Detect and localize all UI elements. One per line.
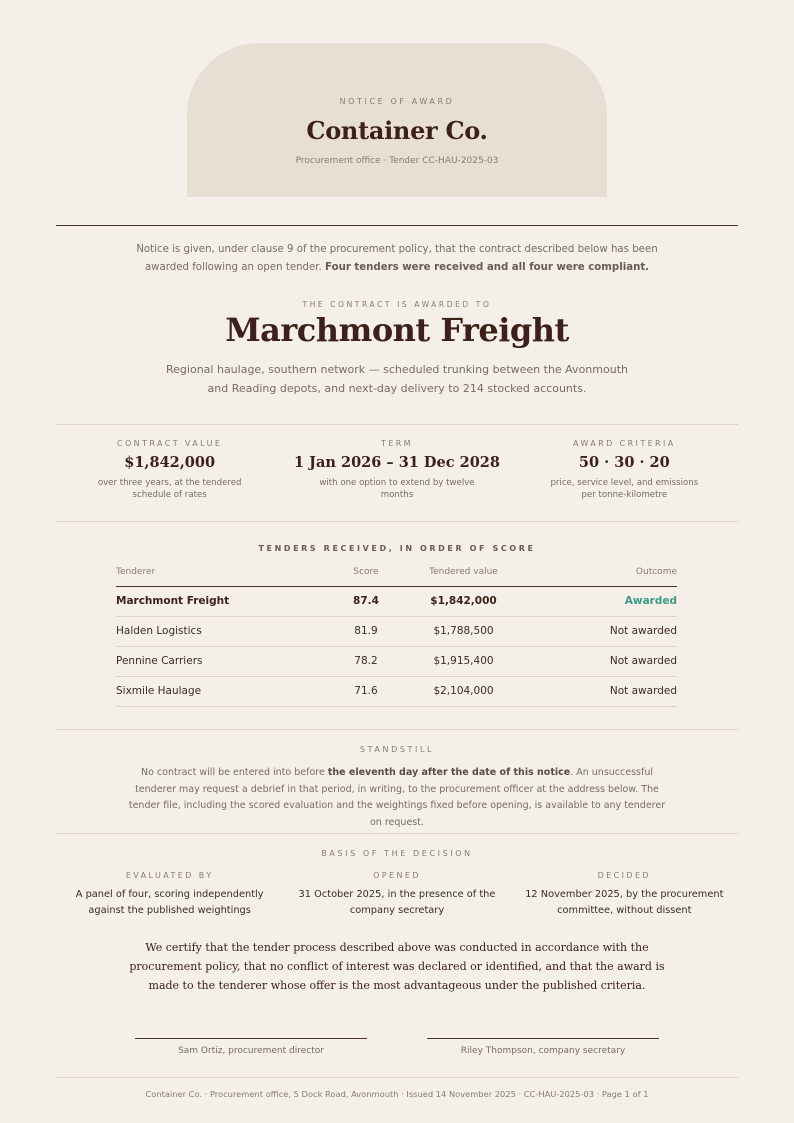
standstill-text: No contract will be entered into before: [140, 767, 328, 778]
tenderer-name: Sixmile Haulage: [116, 676, 331, 706]
signature-line: [135, 1038, 367, 1039]
standstill-paragraph: [126, 765, 668, 831]
tenders-table: [116, 564, 677, 707]
divider: [56, 521, 738, 522]
outcome: Not awarded: [526, 646, 677, 676]
tenderer-score: 71.6: [331, 676, 401, 706]
outcome: Not awarded: [526, 616, 677, 646]
intro-paragraph: [120, 241, 674, 277]
fact-note: price, service level, and emissions per tonne-kilometre: [550, 478, 699, 500]
fact-value: 1 Jan 2026 – 31 Dec 2028: [294, 454, 500, 471]
table-header-row: [116, 564, 677, 586]
fact-note: over three years, at the tendered schedule of rates: [97, 478, 242, 500]
standstill-emphasis: the eleventh day after the date of this notice: [327, 767, 571, 778]
awardee-name: Marchmont Freight: [225, 311, 569, 349]
contract-facts: [56, 439, 738, 501]
column-header-tenderer: Tenderer: [116, 564, 331, 586]
table-row: [116, 646, 677, 676]
tenderer-score: 87.4: [331, 586, 401, 616]
organisation-name: Container Co.: [306, 116, 488, 145]
standstill-title: STANDSTILL: [359, 745, 435, 754]
basis-label: OPENED: [373, 871, 421, 880]
divider: [56, 729, 738, 730]
awarded-to-label: THE CONTRACT IS AWARDED TO: [302, 300, 492, 309]
basis-label: DECIDED: [597, 871, 651, 880]
tenderer-name: Marchmont Freight: [116, 586, 331, 616]
tenderer-score: 81.9: [331, 616, 401, 646]
table-row: [116, 676, 677, 706]
fact-value: $1,842,000: [124, 454, 216, 471]
basis-evaluated-by: [56, 871, 283, 919]
outcome: Not awarded: [526, 676, 677, 706]
signatory-name: Riley Thompson, company secretary: [460, 1046, 626, 1056]
header-divider: [56, 225, 738, 226]
table-row: [116, 616, 677, 646]
basis-of-decision: [56, 871, 738, 919]
basis-decided: [511, 871, 738, 919]
footer-text: Container Co. · Procurement office, 5 Dock Road, Avonmouth · Issued 14 November 2025 · CC-HAU-2025-03 · Page 1 of 1: [145, 1089, 649, 1099]
tendered-value: $2,104,000: [401, 676, 526, 706]
basis-label: EVALUATED BY: [125, 871, 214, 880]
column-header-value: Tendered value: [401, 564, 526, 586]
basis-opened: [283, 871, 510, 919]
tender-reference: Procurement office · Tender CC-HAU-2025-03: [295, 156, 499, 166]
intro-text: Notice is given, under clause 9 of the procurement policy, that the contract described below has been awarded following an open tender.: [136, 244, 658, 273]
certification-statement: We certify that the tender process described above was conducted in accordance with the procurement policy, that no conflict of interest was declared or identified, and that the award is made to the tenderer whose offer is the most advantageous under the published criteria.: [129, 941, 665, 992]
tenders-title: TENDERS RECEIVED, IN ORDER OF SCORE: [258, 544, 536, 553]
basis-value: 31 October 2025, in the presence of the company secretary: [298, 889, 496, 916]
standstill-text-rest: . An unsuccessful tenderer may request a debrief in that period, in writing, to the procurement officer at the address below. The tender file, including the scored evaluation and the weightings fixed before opening, is available to any tenderer on request.: [128, 767, 666, 828]
outcome-awarded: Awarded: [526, 586, 677, 616]
fact-value: 50 · 30 · 20: [578, 454, 670, 471]
signatory-name: Sam Ortiz, procurement director: [178, 1046, 324, 1056]
header-arch: [187, 43, 607, 197]
basis-title: BASIS OF THE DECISION: [321, 849, 473, 858]
contract-description: Regional haulage, southern network — scheduled trunking between the Avonmouth and Reading depots, and next-day delivery to 214 stocked accounts.: [166, 363, 628, 395]
tendered-value: $1,788,500: [401, 616, 526, 646]
fact-note: with one option to extend by twelve months: [319, 478, 475, 500]
fact-label: TERM: [380, 439, 413, 448]
divider: [56, 424, 738, 425]
fact-label: AWARD CRITERIA: [572, 439, 676, 448]
column-header-outcome: Outcome: [526, 564, 677, 586]
footer-divider: [56, 1077, 738, 1078]
basis-value: A panel of four, scoring independently against the published weightings: [75, 889, 264, 916]
tendered-value: $1,842,000: [401, 586, 526, 616]
fact-contract-value: [56, 439, 283, 501]
table-row: [116, 586, 677, 616]
basis-value: 12 November 2025, by the procurement committee, without dissent: [525, 889, 724, 916]
intro-emphasis: Four tenders were received and all four were compliant.: [325, 262, 650, 273]
tenderer-name: Halden Logistics: [116, 616, 331, 646]
fact-term: [283, 439, 510, 501]
tenderer-score: 78.2: [331, 646, 401, 676]
notice-eyebrow: NOTICE OF AWARD: [339, 97, 455, 106]
column-header-score: Score: [331, 564, 401, 586]
divider: [56, 833, 738, 834]
tendered-value: $1,915,400: [401, 646, 526, 676]
fact-label: CONTRACT VALUE: [116, 439, 223, 448]
tenderer-name: Pennine Carriers: [116, 646, 331, 676]
signature-line: [427, 1038, 659, 1039]
fact-award-criteria: [511, 439, 738, 501]
